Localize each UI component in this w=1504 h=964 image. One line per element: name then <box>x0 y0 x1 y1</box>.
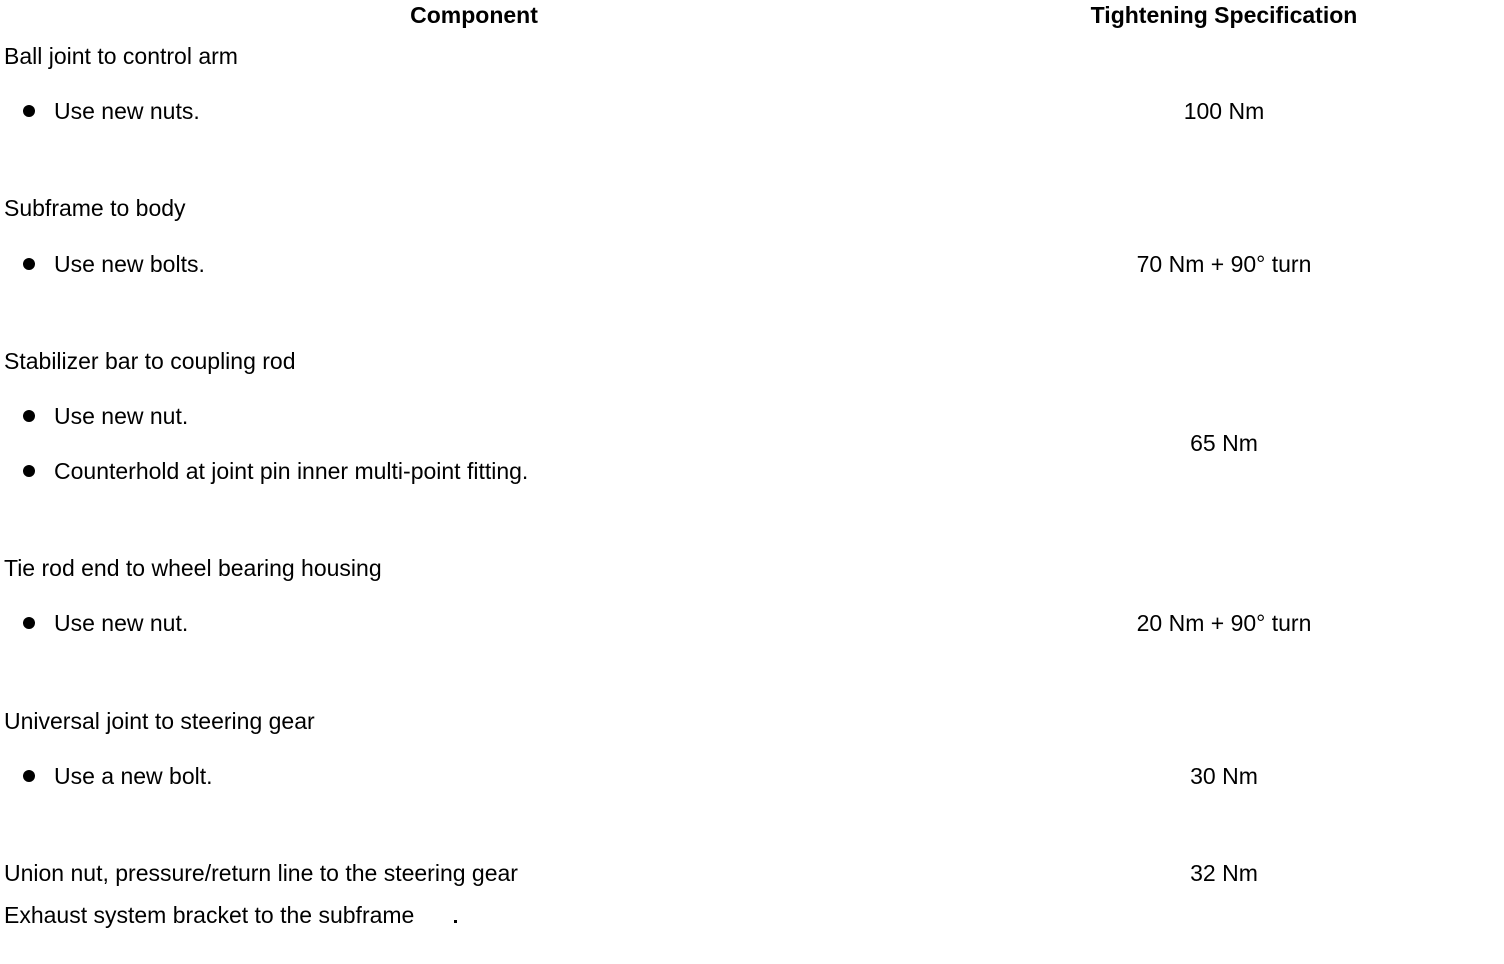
component-label: Tie rod end to wheel bearing housing <box>4 555 382 581</box>
component-label: Exhaust system bracket to the subframe <box>4 902 415 928</box>
bullet-icon <box>23 617 35 629</box>
trailing-dot-mark <box>454 920 457 923</box>
note-text: Use a new bolt. <box>54 763 213 789</box>
component-label: Subframe to body <box>4 195 186 221</box>
component-label: Universal joint to steering gear <box>4 708 315 734</box>
bullet-icon <box>23 770 35 782</box>
bullet-icon <box>23 258 35 270</box>
component-label: Stabilizer bar to coupling rod <box>4 348 296 374</box>
bullet-icon <box>23 465 35 477</box>
bullet-icon <box>23 105 35 117</box>
note-text: Use new bolts. <box>54 251 205 277</box>
column-header-component: Component <box>410 2 538 28</box>
spec-value: 20 Nm + 90° turn <box>1136 610 1312 636</box>
spec-value: 32 Nm <box>1190 860 1258 886</box>
note-text: Use new nut. <box>54 403 189 429</box>
note-text: Use new nuts. <box>54 98 200 124</box>
spec-value: 65 Nm <box>1190 430 1258 456</box>
spec-value: 70 Nm + 90° turn <box>1136 251 1312 277</box>
spec-value: 30 Nm <box>1190 763 1258 789</box>
note-text: Use new nut. <box>54 610 189 636</box>
component-label: Ball joint to control arm <box>4 43 238 69</box>
bullet-icon <box>23 410 35 422</box>
spec-value: 100 Nm <box>1183 98 1265 124</box>
column-header-specification: Tightening Specification <box>1090 2 1358 28</box>
note-text: Counterhold at joint pin inner multi-point fitting. <box>54 458 529 484</box>
component-label: Union nut, pressure/return line to the steering gear <box>4 860 518 886</box>
